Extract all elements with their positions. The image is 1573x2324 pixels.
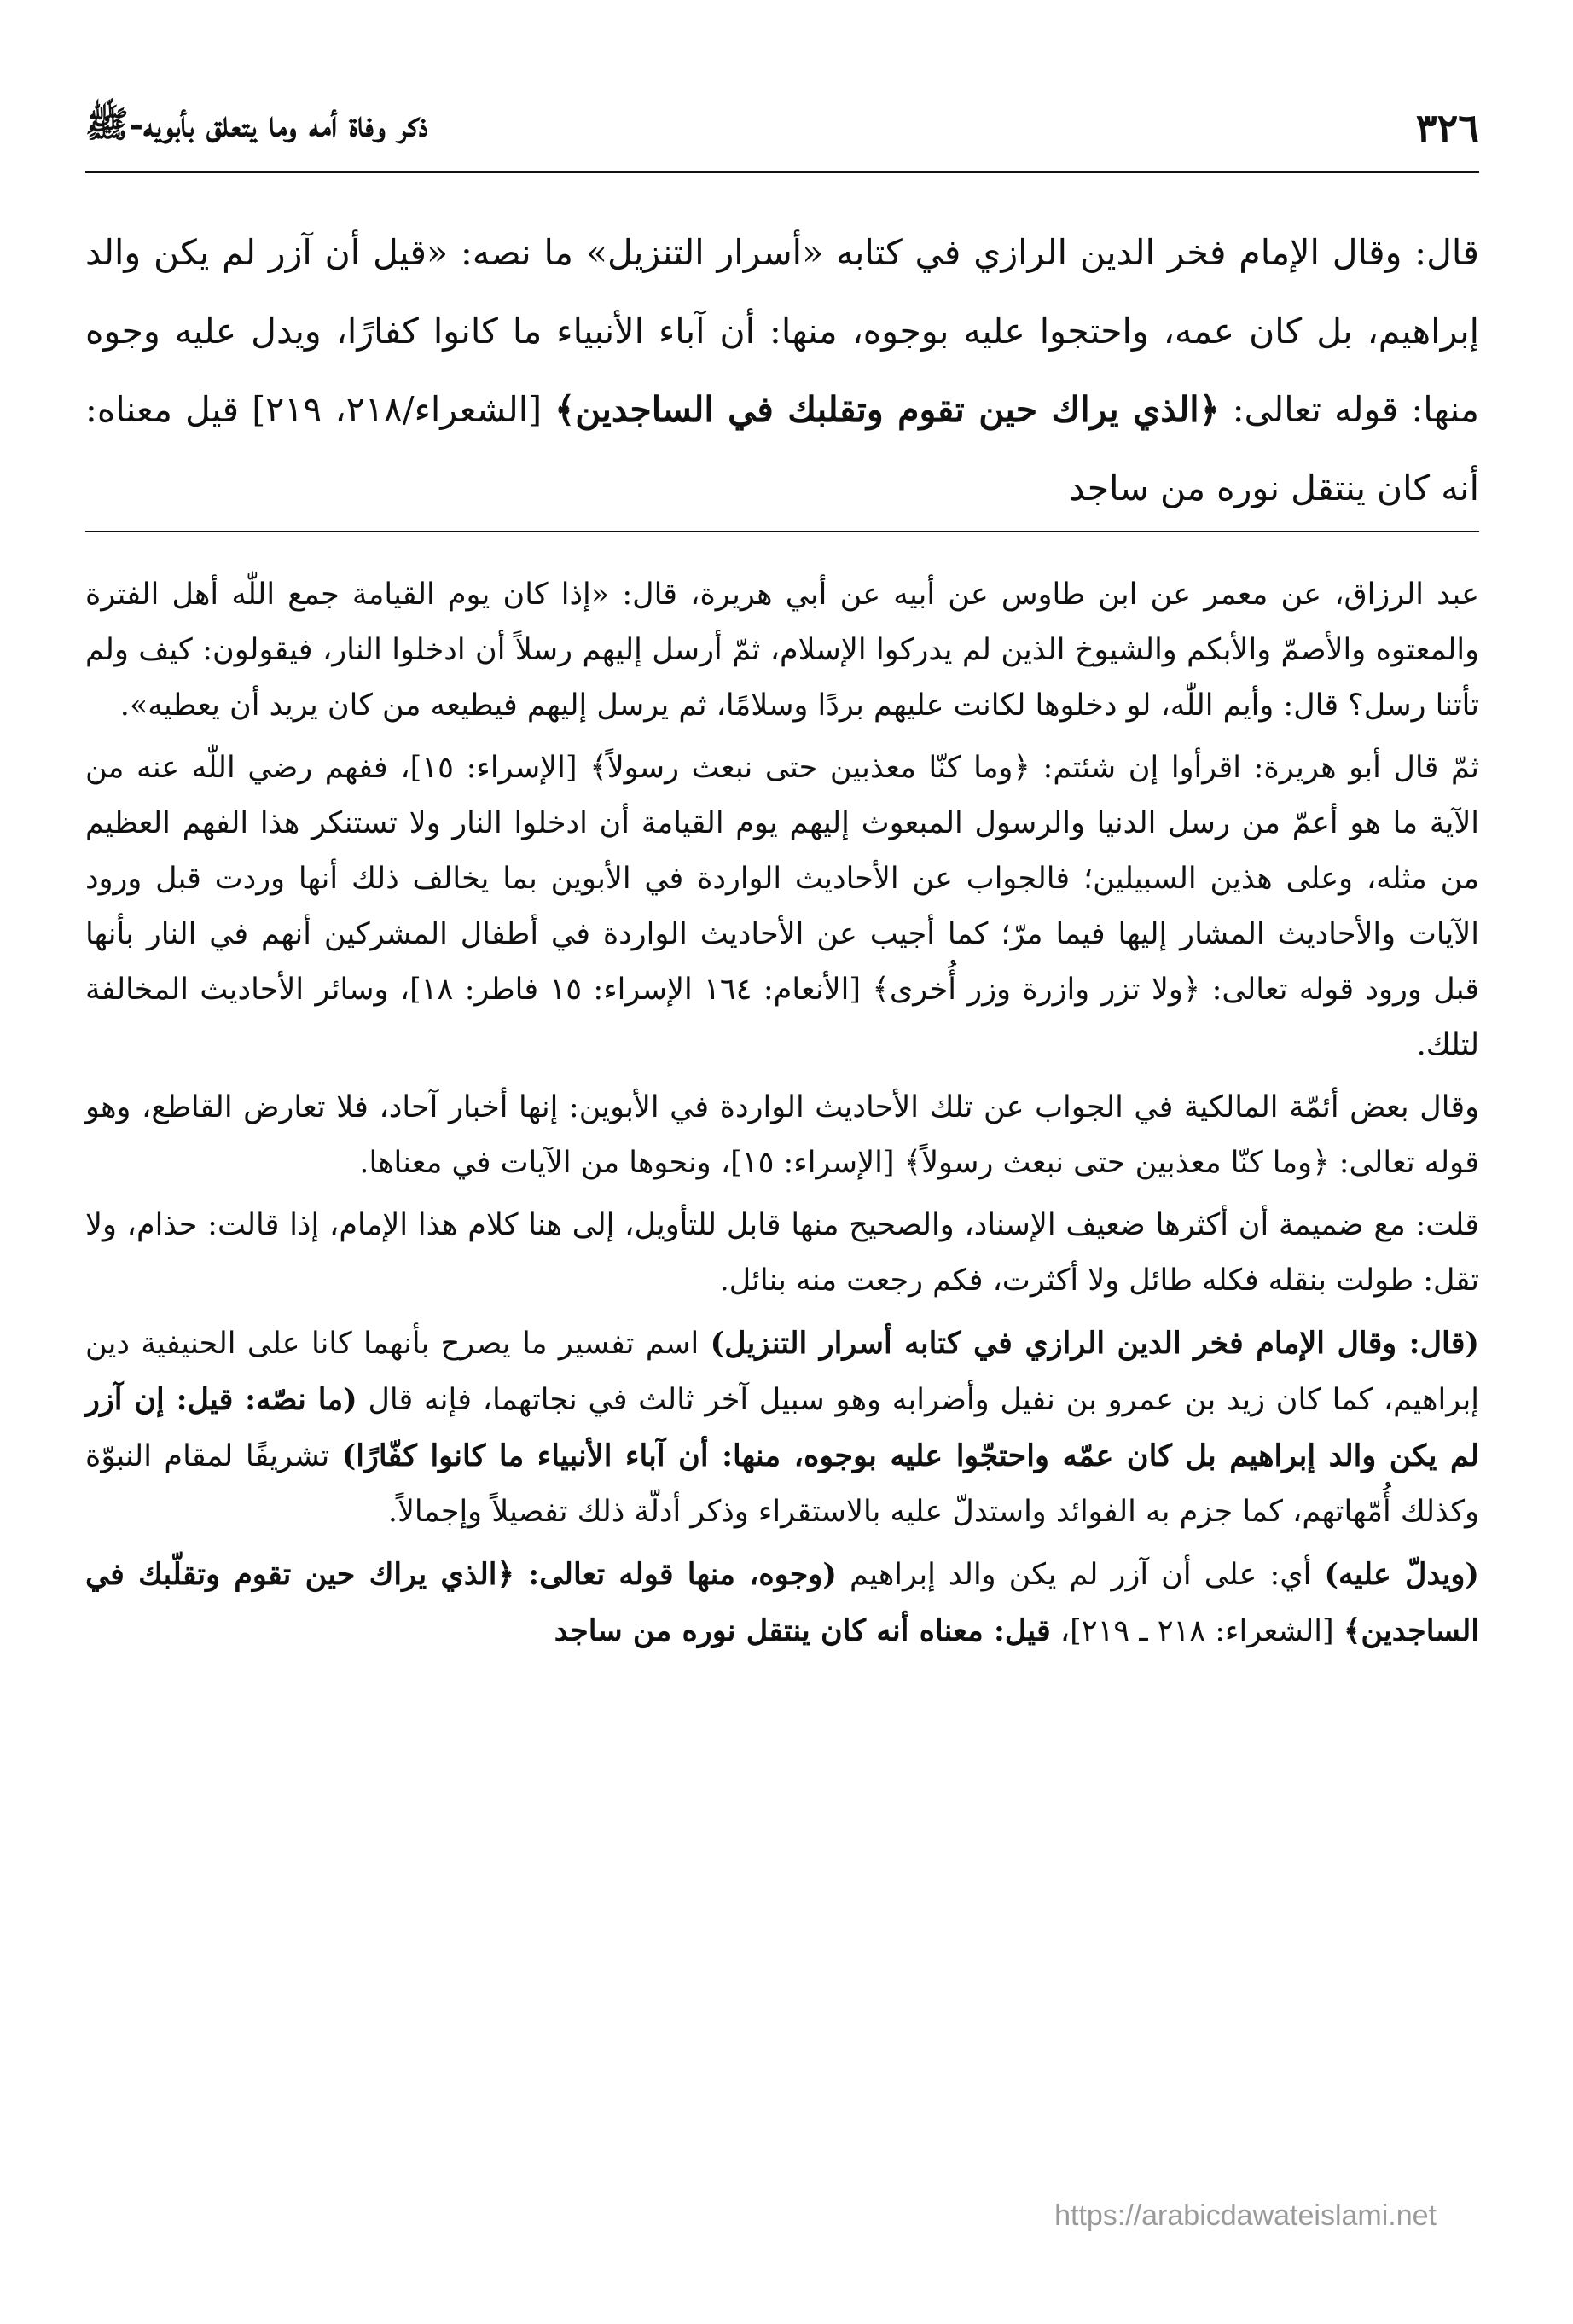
commentary-lemma: قيل: معناه أنه كان ينتقل نوره من ساجد (554, 1613, 1051, 1648)
commentary-part: اسم تفسير ما يصرح بأنهما كانا على الحنيفية دين إبراهيم، كما كان زيد بن عمرو بن نفيل وأضرابه وهو سبيل آخر ثالث في نجاتهما، فإنه قال (85, 1327, 1479, 1417)
commentary-part: [الشعراء: ٢١٨ ـ ٢١٩]، (1050, 1614, 1344, 1648)
commentary-paragraph-2: ثمّ قال أبو هريرة: اقرأوا إن شئتم: ﴿وما كنّا معذبين حتى نبعث رسولاً﴾ [الإسراء: ١٥]، ففهم رضي اللّٰه عنه من الآية ما هو أعمّ من رسل الدنيا والرسول المبعوث إليهم يوم القيامة أن ادخلوا النار ولا تستنكر هذا الفهم العظيم من مثله، وعلى هذين السبيلين؛ فالجواب عن الأحاديث الواردة في الأبوين بما يخالف ذلك أنها وردت قبل ورود الآيات والأحاديث المشار إليها فيما مرّ؛ كما أجيب عن الأحاديث الواردة في أطفال المشركين أنهم في النار بأنها قبل ورود قوله تعالى: ﴿ولا تزر وازرة وزر أُخرى﴾ [الأنعام: ١٦٤ الإسراء: ١٥ فاطر: ١٨]، وسائر الأحاديث المخالفة لتلك. (85, 751, 1480, 1062)
quran-quote: ﴿الذي يراك حين تقوم وتقلبك في الساجدين﴾ (554, 389, 1220, 430)
commentary-lemma: (ما نصّه: قيل: إن آزر لم يكن والد إبراهيم بل كان عمّه واحتجّوا عليه بوجوه، منها: أن آباء الأنبياء ما كانوا كفّارًا) (85, 1382, 1479, 1473)
page-number: ٣٢٦ (1415, 105, 1479, 151)
main-text-part: [الشعراء/٢١٨، ٢١٩] قيل معناه: أنه كان ينتقل نوره من ساجد (85, 389, 1479, 508)
commentary-lemma: (ويدلّ عليه) (1324, 1557, 1479, 1592)
commentary-paragraph-5 (85, 1316, 1479, 1540)
watermark-url: https://arabicdawateislami.net (1054, 2199, 1437, 2232)
main-text (85, 213, 1479, 527)
running-title: ذكر وفاة أمه وما يتعلق بأبويه-ﷺ (85, 102, 428, 145)
commentary-part: تشريفًا لمقام النبوّة وكذلك أُمّهاتهم، كما جزم به الفوائد واستدلّ عليه بالاستقراء وذكر أدلّة ذلك تفصيلاً وإجمالاً. (85, 1439, 1479, 1529)
commentary-lemma: (وجوه، منها قوله تعالى: ﴿الذي يراك حين تقوم وتقلّبك في الساجدين﴾ (85, 1557, 1479, 1648)
commentary-divider (85, 531, 1479, 532)
commentary-paragraph-6 (85, 1547, 1479, 1659)
commentary-paragraph-1: عبد الرزاق، عن معمر عن ابن طاوس عن أبيه عن أبي هريرة، قال: «إذا كان يوم القيامة جمع اللّٰه أهل الفترة والمعتوه والأصمّ والأبكم والشيوخ الذين لم يدركوا الإسلام، ثمّ أرسل إليهم رسلاً أن ادخلوا النار، فيقولون: كيف ولم تأتنا رسل؟ قال: وأيم اللّٰه، لو دخلوها لكانت عليهم بردًا وسلامًا، ثم يرسل إليهم فيطيعه من كان يريد أن يعطيه». (85, 578, 1479, 723)
main-text-paragraph (85, 213, 1479, 527)
page-header (85, 94, 1479, 162)
commentary-text (85, 567, 1479, 1666)
header-divider (85, 171, 1479, 173)
commentary-lemma: (قال: وقال الإمام فخر الدين الرازي في كتابه أسرار التنزيل) (710, 1326, 1479, 1361)
commentary-paragraph-3: وقال بعض أئمّة المالكية في الجواب عن تلك الأحاديث الواردة في الأبوين: إنها أخبار آحاد، فلا تعارض القاطع، وهو قوله تعالى: ﴿وما كنّا معذبين حتى نبعث رسولاً﴾ [الإسراء: ١٥]، ونحوها من الآيات في معناها. (85, 1090, 1479, 1180)
commentary-paragraph-4: قلت: مع ضميمة أن أكثرها ضعيف الإسناد، والصحيح منها قابل للتأويل، إلى هنا كلام هذا الإمام، إذا قالت: حذام، ولا تقل: طولت بنقله فكله طائل ولا أكثرت، فكم رجعت منه بنائل. (85, 1208, 1479, 1298)
commentary-part: أي: على أن آزر لم يكن والد إبراهيم (836, 1558, 1325, 1592)
main-text-part: قال: وقال الإمام فخر الدين الرازي في كتابه «أسرار التنزيل» ما نصه: «قيل أن آزر لم يكن والد إبراهيم، بل كان عمه، واحتجوا عليه بوجوه، منها: أن آباء الأنبياء ما كانوا كفارًا، ويدل عليه وجوه منها: قوله تعالى: (85, 232, 1480, 430)
